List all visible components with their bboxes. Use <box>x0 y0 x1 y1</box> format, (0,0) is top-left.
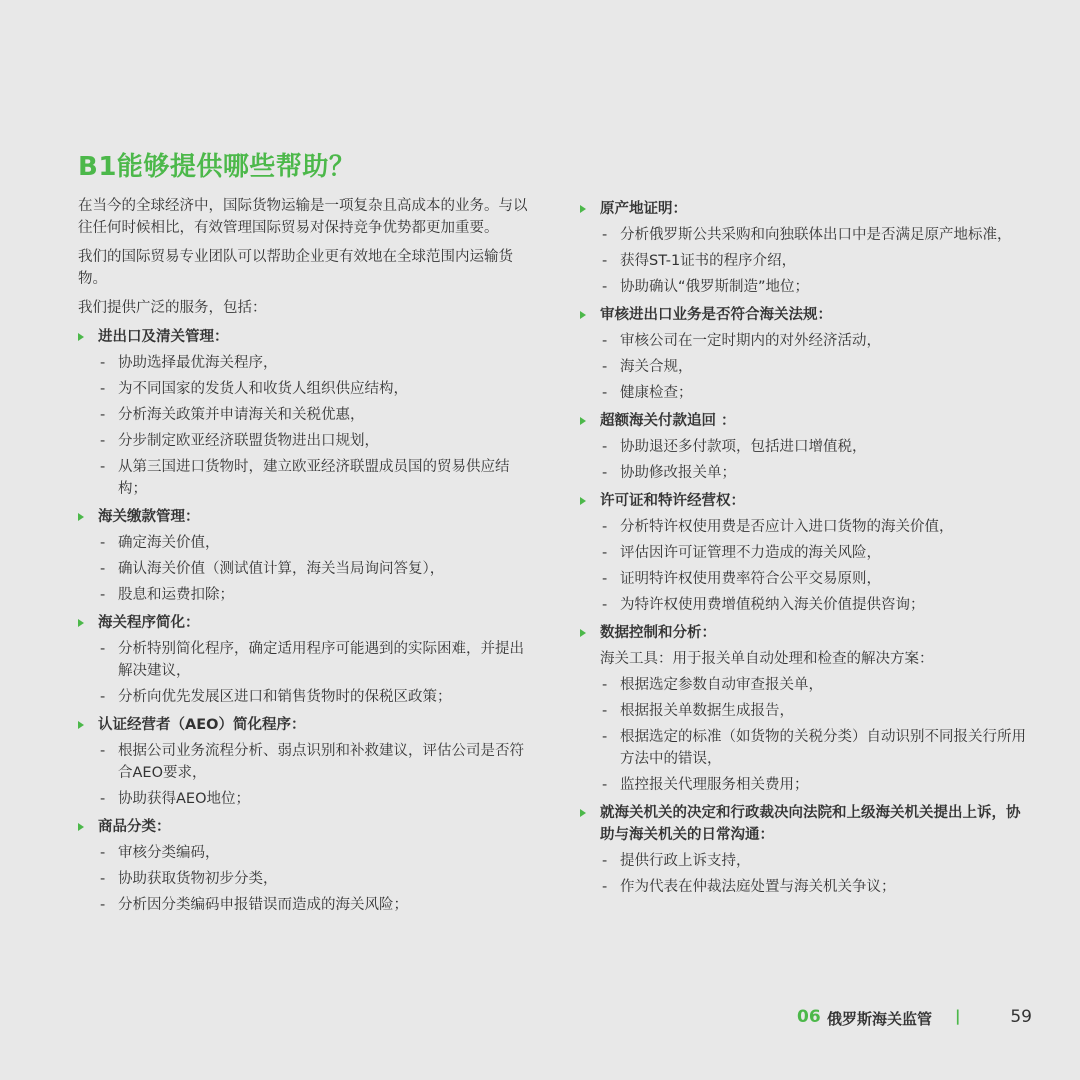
list-item: - 审核分类编码， <box>78 842 533 864</box>
section-heading <box>580 304 1030 326</box>
triangle-bullet-icon <box>580 497 586 505</box>
right-column <box>580 195 1030 904</box>
section-heading-text: 商品分类： <box>98 819 171 835</box>
list-item: - 获得ST-1证书的程序介绍， <box>580 250 1030 272</box>
list-item: - 为特许权使用费增值税纳入海关价值提供咨询； <box>580 594 1030 616</box>
list-item: - 监控报关代理服务相关费用； <box>580 774 1030 796</box>
triangle-bullet-icon <box>580 417 586 425</box>
list-item: - 确认海关价值（测试值计算，海关当局询问答复）， <box>78 558 533 580</box>
list-item: - 为不同国家的发货人和收货人组织供应结构， <box>78 378 533 400</box>
list-item: - 协助获得AEO地位； <box>78 788 533 810</box>
intro-paragraph: 我们的国际贸易专业团队可以帮助企业更有效地在全球范围内运输货物。 <box>78 249 513 287</box>
section-heading-text: 进出口及清关管理： <box>98 329 229 345</box>
list-item: - 作为代表在仲裁法庭处置与海关机关争议； <box>580 876 1030 898</box>
list-item: - 分析海关政策并申请海关和关税优惠， <box>78 404 533 426</box>
service-section <box>580 802 1030 898</box>
page-title: B1能够提供哪些帮助？ <box>78 152 356 182</box>
service-section <box>78 816 533 916</box>
intro-paragraph: 在当今的全球经济中，国际货物运输是一项复杂且高成本的业务。与以往任何时候相比，有效管理国际贸易对保持竞争优势都更加重要。 <box>78 198 528 236</box>
left-column <box>78 195 533 922</box>
list-item: - 分析特别简化程序，确定适用程序可能遇到的实际困难，并提出解决建议， <box>78 638 533 682</box>
list-item: - 审核公司在一定时期内的对外经济活动， <box>580 330 1030 352</box>
service-section <box>580 198 1030 298</box>
list-item: - 分步制定欧亚经济联盟货物进出口规划， <box>78 430 533 452</box>
list-item: - 根据报关单数据生成报告， <box>580 700 1030 722</box>
section-heading-text: 认证经营者（AEO）简化程序： <box>98 717 306 733</box>
section-note: 海关工具：用于报关单自动处理和检查的解决方案： <box>600 651 934 667</box>
footer-separator: | <box>955 1007 961 1025</box>
list-item: - 确定海关价值， <box>78 532 533 554</box>
intro-paragraph: 我们提供广泛的服务，包括： <box>78 300 267 316</box>
list-item: - 从第三国进口货物时，建立欧亚经济联盟成员国的贸易供应结构； <box>78 456 533 500</box>
list-item: - 协助确认“俄罗斯制造”地位； <box>580 276 1030 298</box>
list-item: - 根据选定的标准（如货物的关税分类）自动识别不同报关行所用方法中的错误， <box>580 726 1030 770</box>
service-section <box>580 410 1030 484</box>
list-item: - 协助选择最优海关程序， <box>78 352 533 374</box>
triangle-bullet-icon <box>580 205 586 213</box>
list-item: - 根据公司业务流程分析、弱点识别和补救建议，评估公司是否符合AEO要求， <box>78 740 533 784</box>
section-heading <box>580 490 1030 512</box>
page-number: 59 <box>1010 1007 1032 1027</box>
list-item: - 证明特许权使用费率符合公平交易原则， <box>580 568 1030 590</box>
service-section <box>580 622 1030 796</box>
triangle-bullet-icon <box>580 629 586 637</box>
service-section <box>580 304 1030 404</box>
section-heading-text: 就海关机关的决定和行政裁决向法院和上级海关机关提出上诉，协助与海关机关的日常沟通： <box>600 805 1021 843</box>
page-footer <box>797 1007 1032 1033</box>
section-heading-text: 审核进出口业务是否符合海关法规： <box>600 307 832 323</box>
section-heading-text: 数据控制和分析： <box>600 625 716 641</box>
chapter-number: 06 <box>797 1007 821 1027</box>
service-section <box>78 714 533 810</box>
list-item: - 健康检查； <box>580 382 1030 404</box>
list-item: - 提供行政上诉支持， <box>580 850 1030 872</box>
triangle-bullet-icon <box>78 619 84 627</box>
section-heading <box>78 326 533 348</box>
service-section <box>78 326 533 500</box>
list-item: - 分析向优先发展区进口和销售货物时的保税区政策； <box>78 686 533 708</box>
section-heading <box>78 714 533 736</box>
list-item: - 协助获取货物初步分类， <box>78 868 533 890</box>
chapter-title: 俄罗斯海关监管 <box>827 1010 933 1028</box>
section-heading <box>78 506 533 528</box>
list-item: - 分析俄罗斯公共采购和向独联体出口中是否满足原产地标准， <box>580 224 1030 246</box>
list-item: - 股息和运费扣除； <box>78 584 533 606</box>
list-item: - 根据选定参数自动审查报关单， <box>580 674 1030 696</box>
section-heading-text: 原产地证明： <box>600 201 687 217</box>
list-item: - 协助退还多付款项，包括进口增值税， <box>580 436 1030 458</box>
list-item: - 分析因分类编码申报错误而造成的海关风险； <box>78 894 533 916</box>
list-item: - 海关合规， <box>580 356 1030 378</box>
service-section <box>78 506 533 606</box>
list-item: - 协助修改报关单； <box>580 462 1030 484</box>
section-heading <box>580 198 1030 220</box>
list-item: - 分析特许权使用费是否应计入进口货物的海关价值， <box>580 516 1030 538</box>
triangle-bullet-icon <box>580 311 586 319</box>
triangle-bullet-icon <box>78 721 84 729</box>
section-heading <box>78 612 533 634</box>
triangle-bullet-icon <box>580 809 586 817</box>
section-heading-text: 海关缴款管理： <box>98 509 200 525</box>
triangle-bullet-icon <box>78 333 84 341</box>
section-heading <box>580 802 1030 846</box>
section-heading <box>78 816 533 838</box>
list-item: - 评估因许可证管理不力造成的海关风险， <box>580 542 1030 564</box>
triangle-bullet-icon <box>78 513 84 521</box>
section-heading-text: 海关程序简化： <box>98 615 200 631</box>
section-heading-text: 超额海关付款追回 ： <box>600 413 736 429</box>
section-heading-text: 许可证和特许经营权： <box>600 493 745 509</box>
service-section <box>580 490 1030 616</box>
section-heading <box>580 410 1030 432</box>
section-heading <box>580 622 1030 644</box>
service-section <box>78 612 533 708</box>
triangle-bullet-icon <box>78 823 84 831</box>
